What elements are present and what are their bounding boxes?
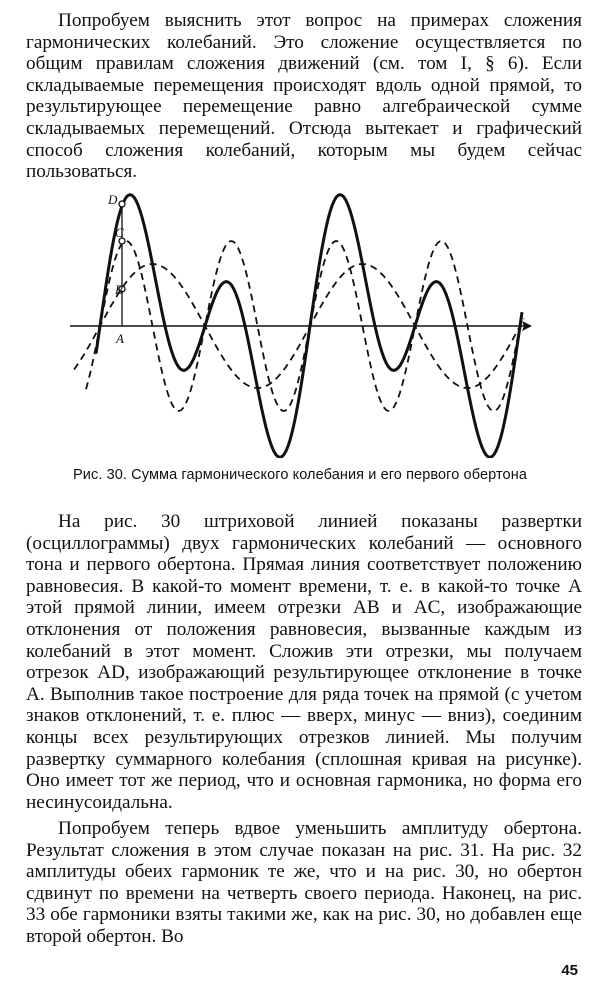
paragraph-continuation: Попробуем теперь вдвое уменьшить амплитуду обертона. Результат сложения в этом случае показан на рис. 31. На рис. 32 амплитуды обеих гармоник те же, что и на рис. 30, но обертон сдвинут по времени на четверть своего периода. Наконец, на рис. 33 обе гармоники взяты такими же, как на рис. 30, но добавлен еще второй обертон. Во <box>26 818 582 947</box>
paragraph-explanation: На рис. 30 штриховой линией показаны развертки (осциллограммы) двух гармонических колебаний — основного тона и первого обертона. Прямая линия соответствует положению равновесия. В какой-то момент времени, т. е. в какой-то точке A этой прямой линии, имеем отрезки AB и AC, изображающие отклонения от положения равновесия, вызванные каждым из колебаний в этот момент. Сложив эти отрезки, мы получаем отрезок AD, изображающий результирующее отклонение в точке A. Выполнив такое построение для ряда точек на прямой (с учетом знаков отклонений, т. е. плюс — вверх, минус — вниз), соединим концы всех результирующих отрезков линией. Мы получим развертку суммарного колебания (сплошная кривая на рисунке). Оно имеет тот же период, что и основная гармоника, но форма его несинусоидальна. <box>26 511 582 813</box>
page-number: 45 <box>561 962 578 979</box>
oscillogram-plot <box>60 190 540 458</box>
label-c: C <box>115 225 124 240</box>
paragraph-intro: Попробуем выяснить этот вопрос на примерах сложения гармонических колебаний. Это сложение осуществляется по общим правилам сложения движений (см. том I, § 6). Если складываемые перемещения происходят вдоль одной прямой, то результирующее перемещение равно алгебраической сумме складываемых перемещений. Отсюда вытекает и графический способ сложения колебаний, которым мы будем сейчас пользоваться. <box>26 10 582 183</box>
point-d <box>119 201 125 207</box>
label-b: B <box>115 282 123 297</box>
label-a: A <box>116 331 124 346</box>
label-d: D <box>108 192 118 207</box>
figure-30 <box>60 190 540 458</box>
figure-caption: Рис. 30. Сумма гармонического колебания и его первого обертона <box>73 467 527 483</box>
